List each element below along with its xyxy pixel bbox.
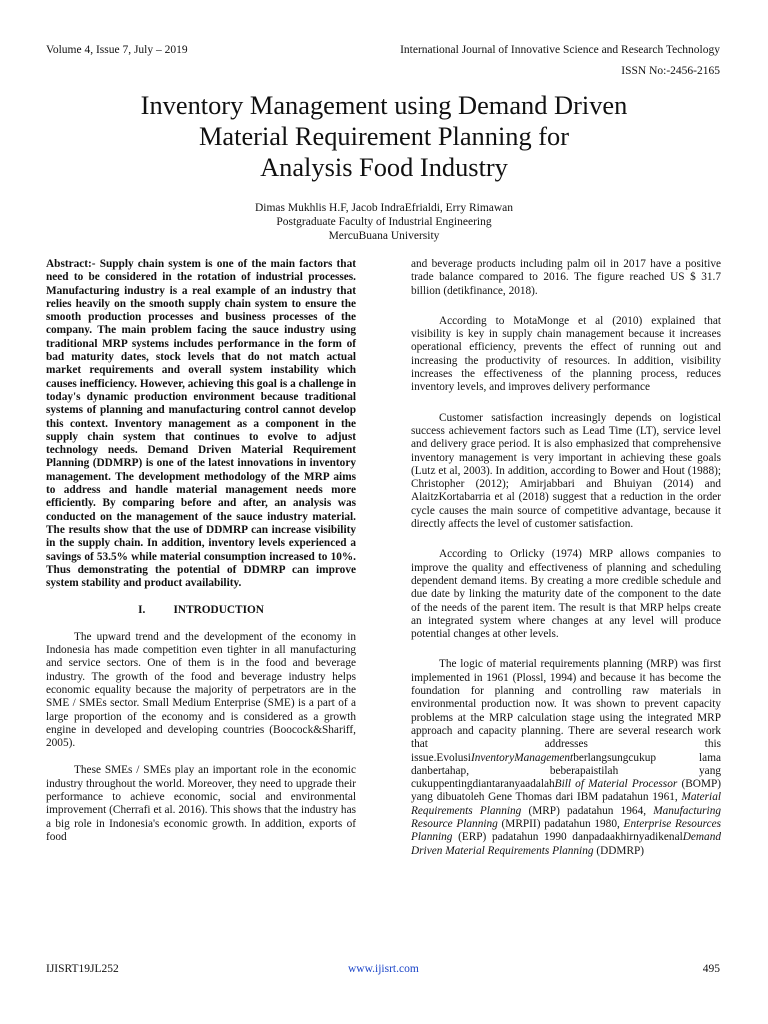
p5-text-6: (ERP) padatahun 1990 danpadaakhirnyadikenal — [452, 831, 683, 844]
right-column — [411, 258, 721, 858]
p5-text-3: (BOMP) yang dibuatoleh Gene Thomas dari IBM padatahun 1961, — [411, 778, 721, 804]
title-line-2: Material Requirement Planning for — [198, 121, 570, 151]
left-column — [46, 258, 356, 844]
p5-italic-6: Demand Driven Material Requirements Planning — [411, 831, 721, 857]
paper-title — [40, 90, 728, 183]
p5-text-4: (MRP) padatahun 1964, — [521, 804, 654, 817]
volume-issue: Volume 4, Issue 7, July – 2019 — [46, 44, 188, 56]
p5-text-7: (DDMRP) — [593, 844, 645, 857]
author-names: Dimas Mukhlis H.F, Jacob IndraEfrialdi, Erry Rimawan — [254, 202, 514, 214]
p5-italic-5: Enterprise Resources Planning — [411, 817, 721, 844]
author-university: MercuBuana University — [328, 230, 440, 242]
p5-italic-3: Material Requirements Planning — [411, 791, 721, 817]
title-line-1: Inventory Management using Demand Driven — [140, 90, 628, 120]
intro-paragraph-1: The upward trend and the development of the economy in Indonesia has made competition even tighter in all manufacturing and service sectors. One of them is in the food and beverage industry. The growth of the food and beverage industry helps economic equality because the majority of perpetrators are in the SME / SMEs sector. Small Medium Enterprise (SME) is a part of a large proportion of the economy and is considered as a growth engine in developed and developing countries (Boocock&Shariff, 2005). — [46, 630, 356, 750]
p5-italic-4: Manufacturing Resource Planning — [411, 804, 721, 830]
right-paragraph-4: According to Orlicky (1974) MRP allows companies to improve the quality and effectiveness of planning and scheduling dependent demand items. By creating a more credible schedule and due date by linking the maturity date of the component to the date of the needs of the parent item. The result is that MRP helps create an integrated system where changes at any level will produce potential changes at other levels. — [411, 548, 721, 641]
author-affiliation: Postgraduate Faculty of Industrial Engineering — [276, 216, 492, 228]
right-paragraph-3: Customer satisfaction increasingly depends on logistical success achievement factors such as Lead Time (LT), service level and delivery grace period. It is also emphasized that comprehensive inventory management is very important in achieving these goals (Lutz et al, 2003). In addition, according to Bower and Hout (1988); Christopher (2012); Amirjabbari and Bhuiyan (2014) and AlaitzKortabarria et al (2018) suggest that a reduction in the order cycle causes the main source of competitive advantage, because it directly affects the level of customer satisfaction. — [411, 411, 721, 531]
page-number: 495 — [702, 963, 720, 975]
p5-text-2: berlangsungcukup lama danbertahap, beberapaistilah yang cukuppentingdiantaranyaadalah — [411, 751, 721, 791]
title-line-3: Analysis Food Industry — [260, 152, 508, 182]
intro-paragraph-2: These SMEs / SMEs play an important role in the economic industry throughout the world. Moreover, they need to upgrade their performance to achieve economic, social and environmental improvement (Cherrafi et al. 2016). This shows that the industry has a big role in Indonesia's economic growth. In addition, exports of food — [46, 764, 356, 843]
right-paragraph-2: According to MotaMonge et al (2010) explained that visibility is key in supply chain management because it increases operational efficiency, prevents the effect of running out and increasing the productivity of resources. In addition, visibility increases the effectiveness of the planning process, reduces inventory levels, and improves delivery performance — [411, 314, 721, 394]
author-block — [40, 201, 728, 243]
p5-text-1: The logic of material requirements planning (MRP) was first implemented in 1961 (Plossl, 1994) and because it has become the foundation for planning and controlling raw materials in environmental production now. It was shown to prevent capacity problems at the MRP calculation stage using the integrated MRP approach and capacity planning. There are several research work that addresses this issue.Evolusi — [411, 658, 721, 764]
issn: ISSN No:-2456-2165 — [621, 65, 720, 77]
p5-italic-2: Bill of Material Processor — [554, 778, 678, 791]
right-paragraph-5 — [411, 658, 721, 857]
p5-italic-1: InventoryManagement — [470, 751, 574, 764]
right-paragraph-1: and beverage products including palm oil in 2017 have a positive trade balance compared to 2016. The figure reached US $ 31.7 billion (detikfinance, 2018). — [411, 258, 721, 297]
p5-text-5: (MRPII) padatahun 1980, — [497, 817, 624, 830]
journal-website-link[interactable]: www.ijisrt.com — [348, 963, 419, 975]
abstract: Abstract:- Supply chain system is one of the main factors that need to be considered in the rotation of industrial processes. Manufacturing industry is a real example of an industry that relies heavily on the smooth supply chain system to ensure the smooth production processes and business processes of the company. The main problem facing the sauce industry using traditional MRP systems includes performance in the form of bad maturity dates, stock levels that do not match actual market requirements and overall system instability which causes inefficiency. However, achieving this goal is a challenge in today's dynamic production environment because traditional systems of planning and manufacturing control cannot develop this context. Inventory management as a component in the supply chain system that continues to evolve to adjust technology needs. Demand Driven Material Requirement Planning (DDMRP) is one of the latest innovations in inventory management. The development methodology of the MRP aims to address and handle material management needs more efficiently. By comparing before and after, an analysis was conducted on the management of the sauce industry material. The results show that the use of DDMRP can increase visibility in the supply chain. In addition, inventory levels experienced a savings of 53.5% while material consumption increased to 10%. Thus demonstrating the potential of DDMRP can improve system stability and product availability. — [46, 258, 356, 590]
section-heading-introduction: I. INTRODUCTION — [138, 604, 264, 617]
journal-name: International Journal of Innovative Science and Research Technology — [400, 44, 720, 56]
paper-code: IJISRT19JL252 — [46, 963, 119, 975]
